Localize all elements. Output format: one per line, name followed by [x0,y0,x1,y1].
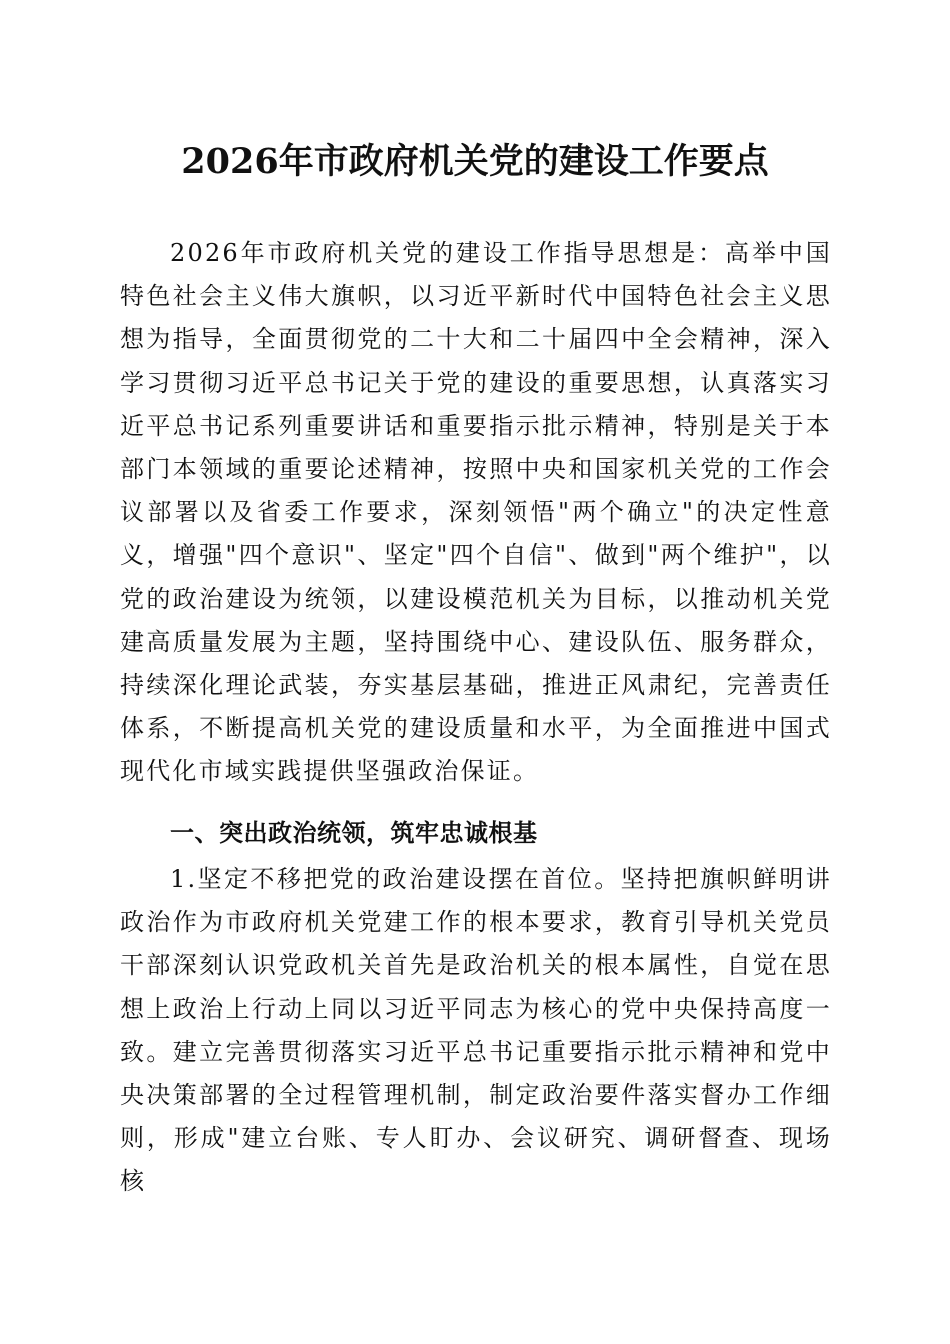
intro-paragraph: 2026年市政府机关党的建设工作指导思想是：高举中国特色社会主义伟大旗帜，以习近平新时代中国特色社会主义思想为指导，全面贯彻党的二十大和二十届四中全会精神，深入学习贯彻习近平总书记关于党的建设的重要思想，认真落实习近平总书记系列重要讲话和重要指示批示精神，特别是关于本部门本领域的重要论述精神，按照中央和国家机关党的工作会议部署以及省委工作要求，深刻领悟"两个确立"的决定性意义，增强"四个意识"、坚定"四个自信"、做到"两个维护"，以党的政治建设为统领，以建设模范机关为目标，以推动机关党建高质量发展为主题，坚持围绕中心、建设队伍、服务群众，持续深化理论武装，夯实基层基础，推进正风肃纪，完善责任体系，不断提高机关党的建设质量和水平，为全面推进中国式现代化市域实践提供坚强政治保证。 [120,239,832,786]
section-1-heading: 一、突出政治统领，筑牢忠诚根基 [170,819,538,847]
document-title: 2026年市政府机关党的建设工作要点 [181,141,769,182]
section-1-item-1-paragraph: 1.坚定不移把党的政治建设摆在首位。坚持把旗帜鲜明讲政治作为市政府机关党建工作的根本要求，教育引导机关党员干部深刻认识党政机关首先是政治机关的根本属性，自觉在思想上政治上行动上同以习近平同志为核心的党中央保持高度一致。建立完善贯彻落实习近平总书记重要指示批示精神和党中央决策部署的全过程管理机制，制定政治要件落实督办工作细则，形成"建立台账、专人盯办、会议研究、调研督查、现场核 [120,865,832,1196]
